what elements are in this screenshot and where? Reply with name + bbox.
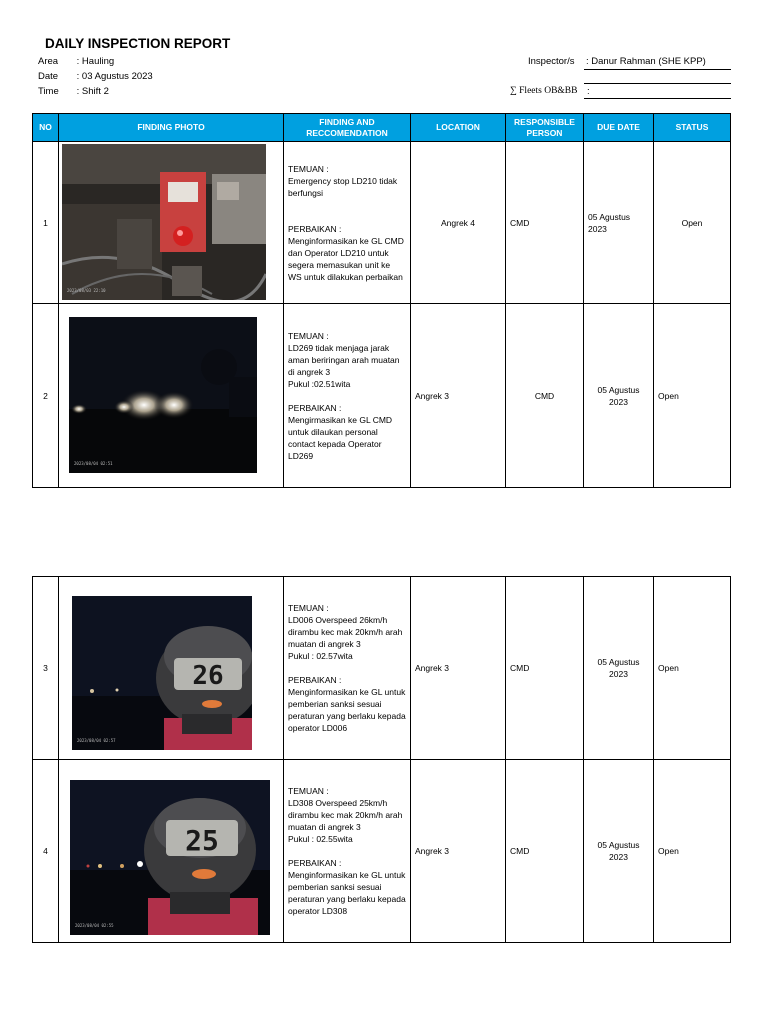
row-no: 3 [33,577,59,760]
finding-text [284,577,411,760]
finding-body: TEMUAN : Emergency stop LD210 tidak berfungsi PERBAIKAN : Menginformasikan ke GL CMD dan Operator LD210 untuk segera memasukan unit ke WS untuk dilakukan perbaikan [288,163,404,282]
inspector-underline [584,69,731,70]
due-date: 05 Agustus 2023 [584,760,654,943]
fleets-label: ∑ Fleets OB&BB [510,86,578,96]
photo-timestamp: 2023/08/03 22:10 [67,288,106,293]
fleets-value: : [587,86,590,97]
speed-gun-26-image [72,596,252,750]
responsible-person: CMD [506,577,584,760]
date-label: Date [38,71,59,82]
table-header-row [33,114,731,142]
location: Angrek 3 [411,760,506,943]
time-label: Time [38,86,59,97]
area-label: Area [38,56,59,67]
fleets-underline [584,98,731,99]
photo-timestamp: 2023/08/04 02:51 [74,461,113,466]
col-person: RESPONSIBLE PERSON [506,114,584,142]
location: Angrek 4 [411,142,506,304]
due-date: 05 Agustus 2023 [584,142,654,304]
photo-timestamp: 2023/08/04 02:55 [75,923,114,928]
finding-body: TEMUAN : LD308 Overspeed 25km/h dirambu kec mak 20km/h arah muatan di angrek 3 Pukul : 02.55wita PERBAIKAN : Menginformasikan ke GL untuk pemberian sanksi sesuai peraturan yang berlaku kepada operator LD308 [288,786,406,916]
responsible-person: CMD [506,760,584,943]
status: Open [654,577,731,760]
col-status: STATUS [654,114,731,142]
table-row [33,577,731,760]
table-row [33,142,731,304]
photo-timestamp: 2023/08/04 02:57 [77,738,116,743]
col-no: NO [33,114,59,142]
speed-readout: 26 [192,661,224,691]
finding-body: TEMUAN : LD269 tidak menjaga jarak aman beriringan arah muatan di angrek 3 Pukul :02.51wita PERBAIKAN : Mengirmasikan ke GL CMD untuk dilaukan personal contact kepada Operator LD269 [288,330,400,461]
status: Open [654,142,731,304]
photo-speed-25 [70,780,270,935]
col-finding: FINDING AND RECCOMENDATION [284,114,411,142]
speed-readout: 25 [185,824,219,857]
row-no: 4 [33,760,59,943]
date-value: : 03 Agustus 2023 [76,71,153,82]
finding-text [284,304,411,488]
row-no: 1 [33,142,59,304]
table-row [33,304,731,488]
inspector-label: Inspector/s [528,56,575,67]
finding-body: TEMUAN : LD006 Overspeed 26km/h dirambu kec mak 20km/h arah muatan di angrek 3 Pukul : 02.57wita PERBAIKAN : Menginformasikan ke GL untuk pemberian sanksi sesuai peraturan yang berlaku kepada operator LD006 [288,603,406,733]
inspection-table-1 [32,113,731,488]
time-value: : Shift 2 [76,86,109,97]
col-due: DUE DATE [584,114,654,142]
emergency-stop-image [62,144,266,300]
responsible-person: CMD [506,142,584,304]
finding-text [284,142,411,304]
area-value: : Hauling [76,56,115,67]
finding-photo [59,304,284,488]
time-row [38,86,109,97]
photo-night-convoy [69,317,257,473]
inspection-table-2 [32,576,731,943]
photo-speed-26 [72,596,252,750]
table-row [33,760,731,943]
location: Angrek 3 [411,304,506,488]
photo-emergency-stop [62,144,266,300]
finding-photo [59,577,284,760]
due-date: 05 Agustus 2023 [584,577,654,760]
finding-photo [59,142,284,304]
due-date: 05 Agustus 2023 [584,304,654,488]
finding-text [284,760,411,943]
date-row [38,71,153,82]
status: Open [654,760,731,943]
blank-underline [584,83,731,84]
col-location: LOCATION [411,114,506,142]
night-convoy-image [69,317,257,473]
location: Angrek 3 [411,577,506,760]
finding-photo [59,760,284,943]
speed-gun-25-image [70,780,270,935]
col-photo: FINDING PHOTO [59,114,284,142]
inspector-value: : Danur Rahman (SHE KPP) [586,56,706,67]
row-no: 2 [33,304,59,488]
report-title: DAILY INSPECTION REPORT [45,36,231,51]
area-row [38,56,114,67]
responsible-person: CMD [506,304,584,488]
status: Open [654,304,731,488]
